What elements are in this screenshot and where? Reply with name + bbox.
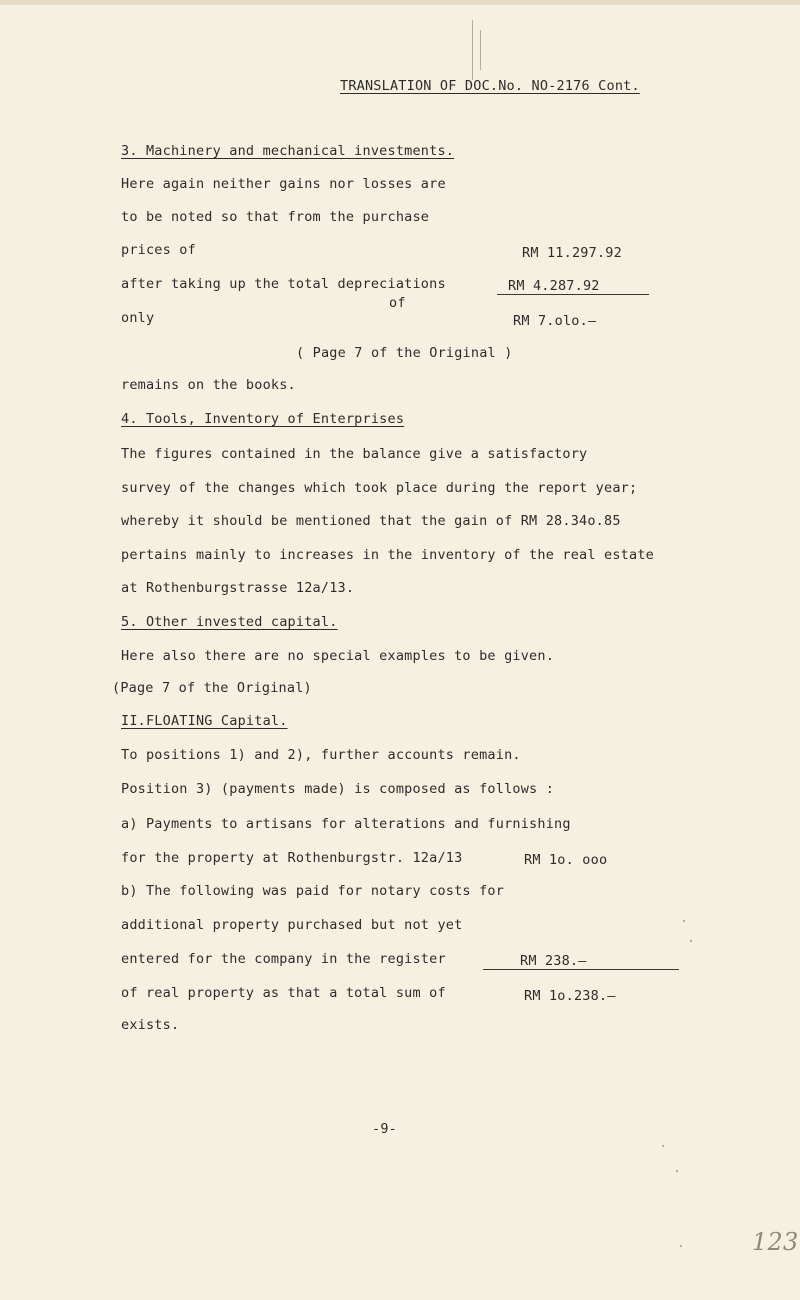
handwritten-folio-number: 123 [752, 1228, 799, 1256]
document-title: TRANSLATION OF DOC.No. NO-2176 Cont. [340, 78, 640, 94]
text-line: exists. [121, 1017, 180, 1033]
sum-rule [483, 969, 679, 970]
text-line: entered for the company in the register [121, 951, 446, 967]
page-reference: (Page 7 of the Original) [112, 680, 312, 696]
text-line: a) Payments to artisans for alterations and furnishing [121, 816, 571, 832]
text-line: To positions 1) and 2), further accounts remain. [121, 747, 521, 763]
text-line: pertains mainly to increases in the inventory of the real estate [121, 547, 654, 563]
stamp-mark [480, 30, 481, 70]
text-line: Here also there are no special examples to be given. [121, 648, 555, 664]
text-line: survey of the changes which took place during the report year; [121, 480, 638, 496]
paper-speck [683, 920, 685, 922]
section-ii-heading: II.FLOATING Capital. [121, 713, 288, 729]
text-line: at Rothenburgstrasse 12a/13. [121, 580, 355, 596]
section-4-heading: 4. Tools, Inventory of Enterprises [121, 411, 405, 427]
text-line: for the property at Rothenburgstr. 12a/13 [121, 850, 463, 866]
text-line: The figures contained in the balance give a satisfactory [121, 446, 588, 462]
text-line: only [121, 310, 155, 326]
text-line: additional property purchased but not yet [121, 917, 463, 933]
text-line: to be noted so that from the purchase [121, 209, 430, 225]
page-reference: ( Page 7 of the Original ) [296, 345, 513, 361]
text-line: after taking up the total depreciations [121, 276, 446, 292]
amount-remaining: RM 7.olo.— [513, 313, 597, 329]
text-line: of real property as that a total sum of [121, 985, 446, 1001]
text-line: Position 3) (payments made) is composed as follows : [121, 781, 555, 797]
text-line: prices of [121, 242, 196, 258]
text-line: remains on the books. [121, 377, 296, 393]
text-line: Here again neither gains nor losses are [121, 176, 446, 192]
text-line: of [389, 295, 406, 311]
section-5-heading: 5. Other invested capital. [121, 614, 338, 630]
page-number: -9- [372, 1121, 397, 1137]
section-3-heading: 3. Machinery and mechanical investments. [121, 143, 455, 159]
amount-notary: RM 238.— [520, 953, 587, 969]
paper-speck [676, 1170, 678, 1172]
amount-artisans: RM 1o. ooo [524, 852, 608, 868]
paper-speck [680, 1245, 682, 1247]
paper-speck [662, 1145, 664, 1147]
page-edge [0, 0, 800, 5]
sum-rule [497, 294, 649, 295]
paper-speck [690, 940, 692, 942]
text-line: whereby it should be mentioned that the gain of RM 28.34o.85 [121, 513, 621, 529]
text-line: b) The following was paid for notary costs for [121, 883, 505, 899]
amount-total: RM 1o.238.— [524, 988, 616, 1004]
stamp-mark [472, 20, 473, 80]
amount-depreciation: RM 4.287.92 [508, 278, 600, 294]
amount-purchase-price: RM 11.297.92 [522, 245, 622, 261]
